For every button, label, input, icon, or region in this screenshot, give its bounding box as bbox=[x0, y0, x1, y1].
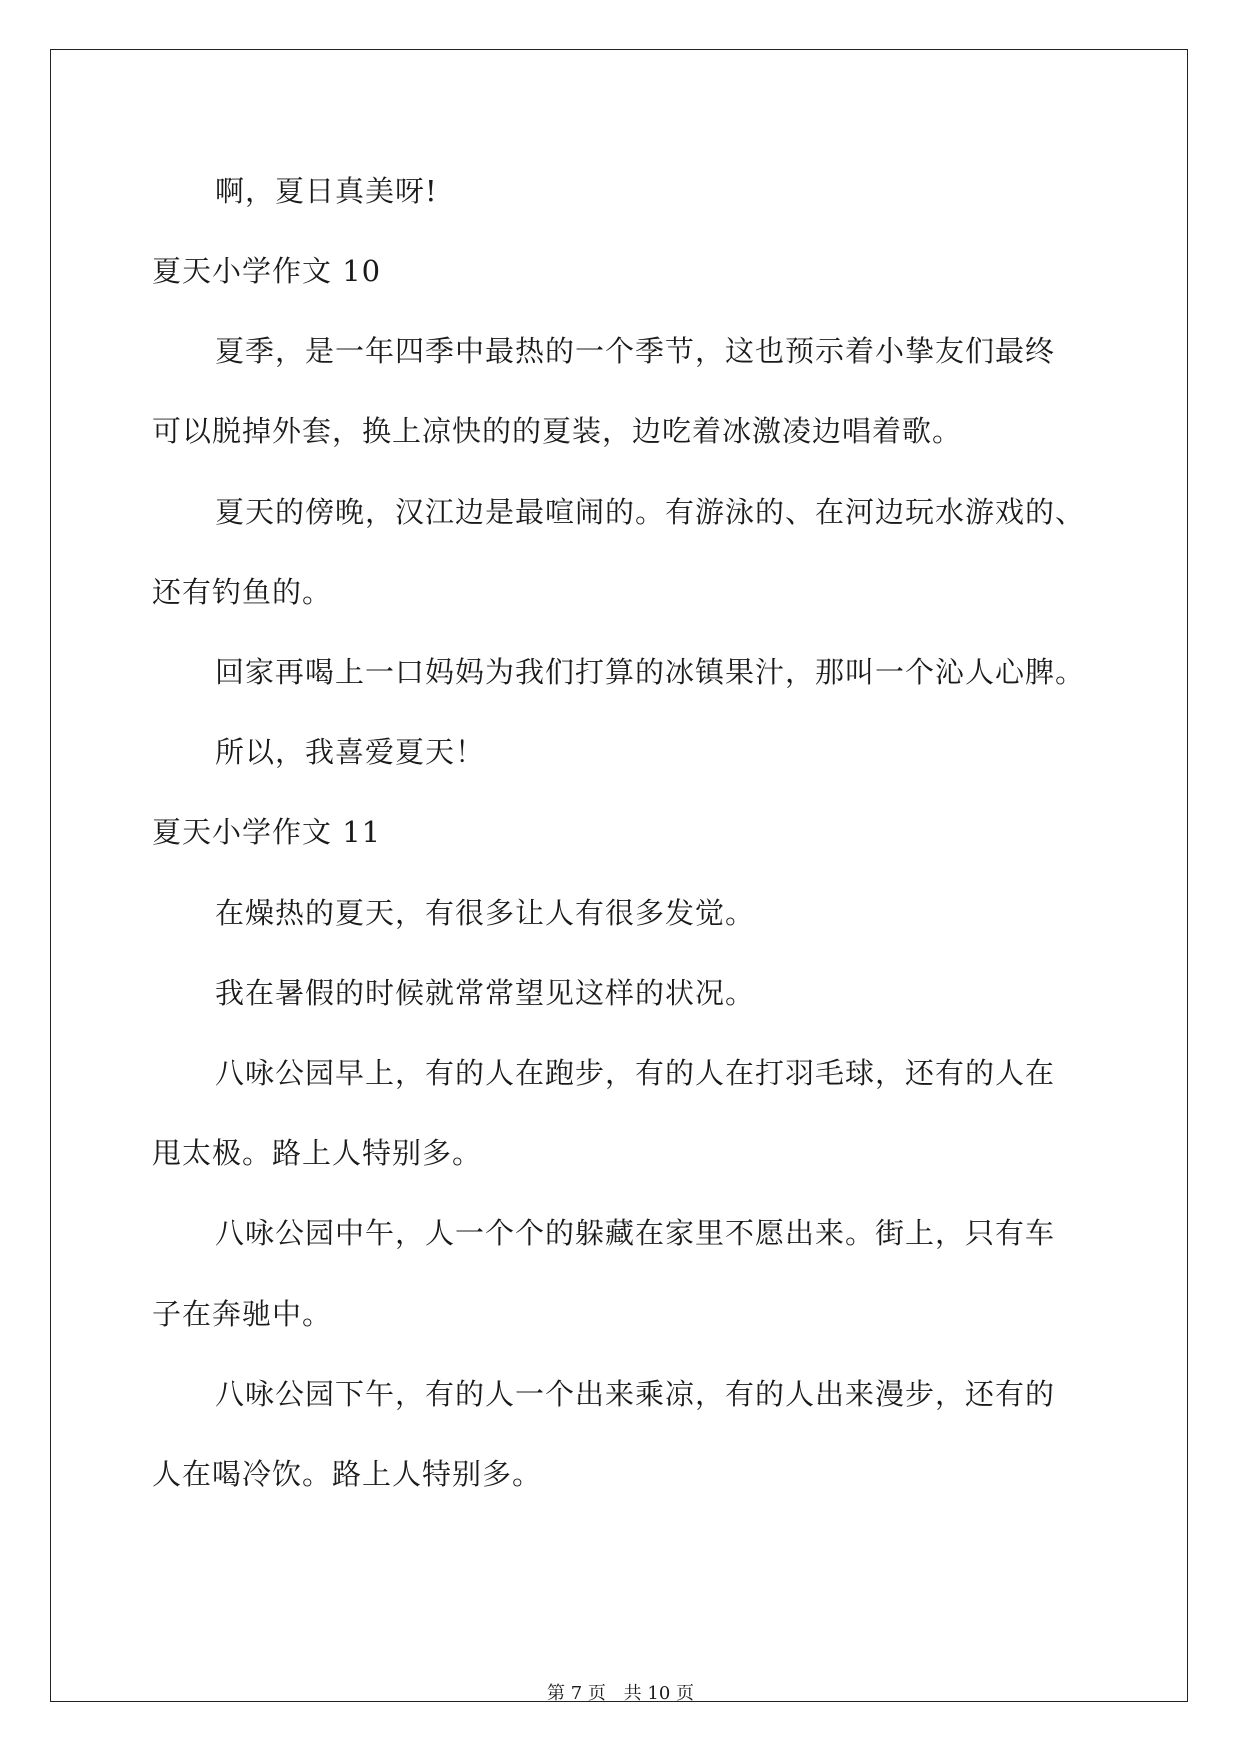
paragraph-line: 八咏公园早上，有的人在跑步，有的人在打羽毛球，还有的人在 bbox=[215, 1056, 1056, 1090]
paragraph-line: 回家再喝上一口妈妈为我们打算的冰镇果汁，那叫一个沁人心脾。 bbox=[215, 655, 1086, 689]
page-number: 第 7 页 bbox=[547, 1683, 606, 1704]
paragraph-line: 八咏公园中午，人一个个的躲藏在家里不愿出来。街上，只有车 bbox=[215, 1216, 1056, 1250]
paragraph-line: 夏季，是一年四季中最热的一个季节，这也预示着小挚友们最终 bbox=[215, 334, 1056, 368]
paragraph-line: 啊，夏日真美呀! bbox=[215, 174, 438, 208]
paragraph-line: 子在奔驰中。 bbox=[152, 1297, 333, 1331]
paragraph-line: 还有钓鱼的。 bbox=[152, 575, 333, 609]
paragraph-line: 八咏公园下午，有的人一个出来乘凉，有的人出来漫步，还有的 bbox=[215, 1377, 1056, 1411]
paragraph-line: 可以脱掉外套，换上凉快的的夏装，边吃着冰激凌边唱着歌。 bbox=[152, 414, 963, 448]
page-footer bbox=[0, 1682, 1241, 1706]
paragraph-line: 在燥热的夏天，有很多让人有很多发觉。 bbox=[215, 896, 756, 930]
paragraph-line: 我在暑假的时候就常常望见这样的状况。 bbox=[215, 976, 756, 1010]
page-total: 共 10 页 bbox=[623, 1683, 694, 1704]
section-heading: 夏天小学作文 11 bbox=[152, 815, 382, 849]
paragraph-line: 人在喝冷饮。路上人特别多。 bbox=[152, 1457, 543, 1491]
section-heading: 夏天小学作文 10 bbox=[152, 254, 382, 288]
paragraph-line: 夏天的傍晚，汉江边是最喧闹的。有游泳的、在河边玩水游戏的、 bbox=[215, 495, 1086, 529]
paragraph-line: 甩太极。路上人特别多。 bbox=[152, 1136, 483, 1170]
paragraph-line: 所以，我喜爱夏天！ bbox=[215, 735, 486, 769]
